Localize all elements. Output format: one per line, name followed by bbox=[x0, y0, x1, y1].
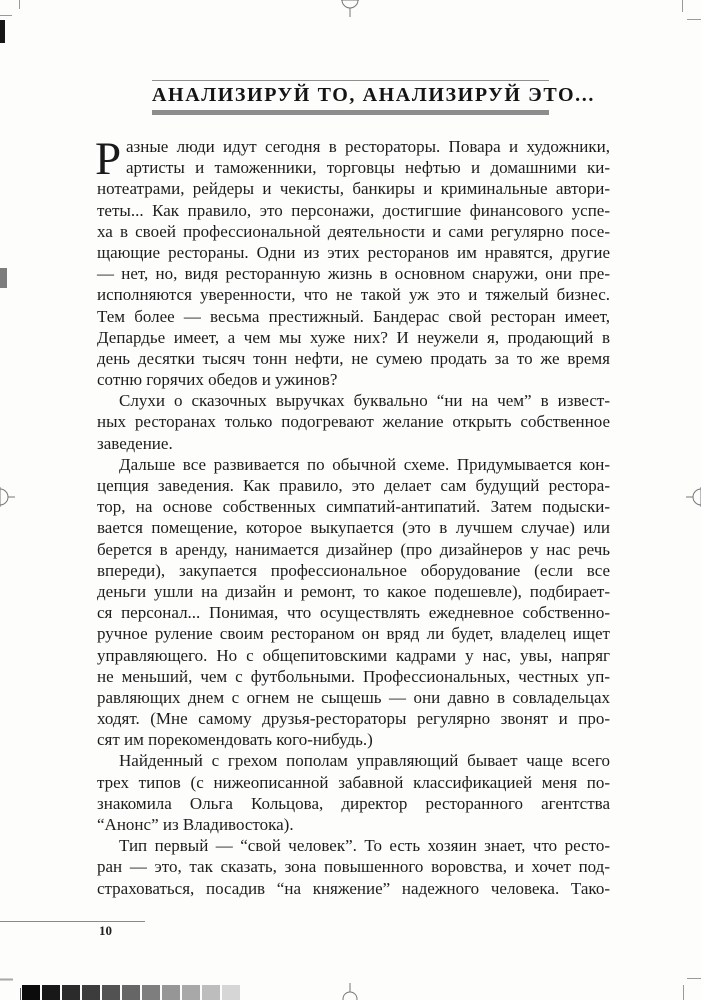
page-number: 10 bbox=[99, 923, 112, 938]
text-line: щающие рестораны. Одни из этих ресторанов им нравятся, другие bbox=[97, 242, 610, 262]
text-line: ха в своей профессиональной деятельности и сами регулярно посе- bbox=[97, 221, 610, 241]
text-line: теты... Как правило, это персонажи, достигшие финансового успе- bbox=[97, 200, 610, 220]
text-line: Тем более — весьма престижный. Бандерас свой ресторан имеет, bbox=[97, 306, 610, 326]
chapter-title-block bbox=[152, 80, 595, 115]
text-line: артисты и таможенники, торговцы нефтью и домашними ки- bbox=[126, 158, 610, 178]
text-line: вается помещение, которое выкупается (это в лучшем случае) или bbox=[97, 518, 610, 538]
text-line: управляющего. Но с общепитовскими кадрами у нас, увы, напряг bbox=[97, 645, 610, 665]
text-line: ран — это, так сказать, зона повышенного воровства, и хочет под- bbox=[97, 857, 610, 877]
text-line: азные люди идут сегодня в рестораторы. Повара и художники, bbox=[126, 137, 610, 156]
text-line: трех типов (с нижеописанной забавной классификацией меня по- bbox=[97, 772, 610, 792]
text-line: нотеатрами, рейдеры и чекисты, банкиры и криминальные автори- bbox=[97, 179, 610, 199]
text-line: “Анонс” из Владивостока). bbox=[97, 815, 294, 834]
text-line: Дальше все развивается по обычной схеме. Придумывается кон- bbox=[119, 454, 610, 474]
text-line: деньги ушли на дизайн и ремонт, то какое подешевле), подбирает- bbox=[97, 581, 610, 601]
grayscale-swatch bbox=[222, 985, 240, 1000]
body-text bbox=[95, 133, 610, 899]
paragraph bbox=[97, 835, 610, 899]
grayscale-swatch bbox=[102, 985, 120, 1000]
grayscale-swatch bbox=[22, 985, 40, 1000]
title-bottom-rule bbox=[152, 110, 549, 115]
paragraph bbox=[95, 133, 610, 390]
grayscale-swatch bbox=[182, 985, 200, 1000]
text-line: сотню горячих обедов и ужинов? bbox=[97, 370, 338, 390]
footer-rule bbox=[0, 921, 145, 922]
text-line: тор, на основе собственных симпатий-антипатий. Затем подыски- bbox=[97, 497, 610, 517]
text-line: впереди), закупается профессиональное оборудование (если все bbox=[97, 560, 610, 580]
grayscale-swatch bbox=[162, 985, 180, 1000]
text-line: день десятки тысяч тонн нефти, не сумею продать за то же время bbox=[97, 348, 610, 368]
text-line: ручное руление своим рестораном он вряд ли будет, владелец ищет bbox=[97, 624, 610, 644]
paragraph bbox=[97, 390, 610, 454]
grayscale-swatch bbox=[122, 985, 140, 1000]
paragraph bbox=[97, 750, 610, 835]
grayscale-swatch bbox=[142, 985, 160, 1000]
density-patch-black bbox=[0, 20, 5, 43]
grayscale-swatch bbox=[82, 985, 100, 1000]
grayscale-swatch bbox=[62, 985, 80, 1000]
grayscale-calibration-bar bbox=[22, 985, 240, 1000]
text-line: исполняются уверенности, что не такой уж это и тяжелый бизнес. bbox=[97, 285, 610, 305]
registration-mark-bottom-center bbox=[343, 983, 357, 1000]
text-line: Слухи о сказочных выручках буквально “ни на чем” в извест- bbox=[119, 391, 610, 411]
text-line: берется в аренду, нанимается дизайнер (про дизайнеров у нас речь bbox=[97, 539, 610, 559]
drop-cap: Р bbox=[95, 133, 122, 185]
text-line: цепция заведения. Как правило, это делает сам будущий рестора- bbox=[97, 476, 610, 495]
text-line: равляющих днем с огнем не сыщешь — они давно в совладельцах bbox=[97, 687, 610, 707]
text-line: Депардье имеет, а чем мы хуже них? И неужели я, продающий в bbox=[97, 327, 610, 347]
registration-mark-right bbox=[686, 487, 701, 507]
paragraph bbox=[97, 454, 610, 751]
chapter-title: АНАЛИЗИРУЙ ТО, АНАЛИЗИРУЙ ЭТО... bbox=[152, 84, 595, 106]
registration-mark-left bbox=[0, 487, 15, 507]
text-line: страховаться, посадив “на княжение” надежного человека. Тако- bbox=[97, 878, 610, 898]
text-line: сят им порекомендовать кого-нибудь.) bbox=[97, 730, 373, 750]
text-line: Найденный с грехом пополам управляющий бывает чаще всего bbox=[119, 751, 610, 771]
density-patch-gray bbox=[0, 268, 7, 288]
text-line: знакомила Ольга Кольцова, директор ресторанного агентства bbox=[97, 793, 610, 813]
text-line: ных ресторанах только подогревают желание открыть собственное bbox=[97, 412, 610, 432]
text-line: заведение. bbox=[97, 433, 173, 453]
text-line: ходят. (Мне самому друзья-рестораторы регулярно звонят и про- bbox=[97, 709, 610, 729]
grayscale-swatch bbox=[42, 985, 60, 1000]
grayscale-swatch bbox=[202, 985, 220, 1000]
text-line: — нет, но, видя ресторанную жизнь в основном снаружи, они пре- bbox=[97, 264, 610, 284]
calibration-bar-tick bbox=[20, 988, 21, 1000]
text-line: ся персонал... Понимая, что осуществлять ежедневное собственно- bbox=[97, 603, 610, 623]
text-line: не меньший, чем с футбольными. Профессиональных, честных уп- bbox=[97, 666, 610, 686]
text-line: Тип первый — “свой человек”. То есть хозяин знает, что ресто- bbox=[119, 836, 610, 856]
registration-mark-top-center bbox=[341, 0, 359, 17]
